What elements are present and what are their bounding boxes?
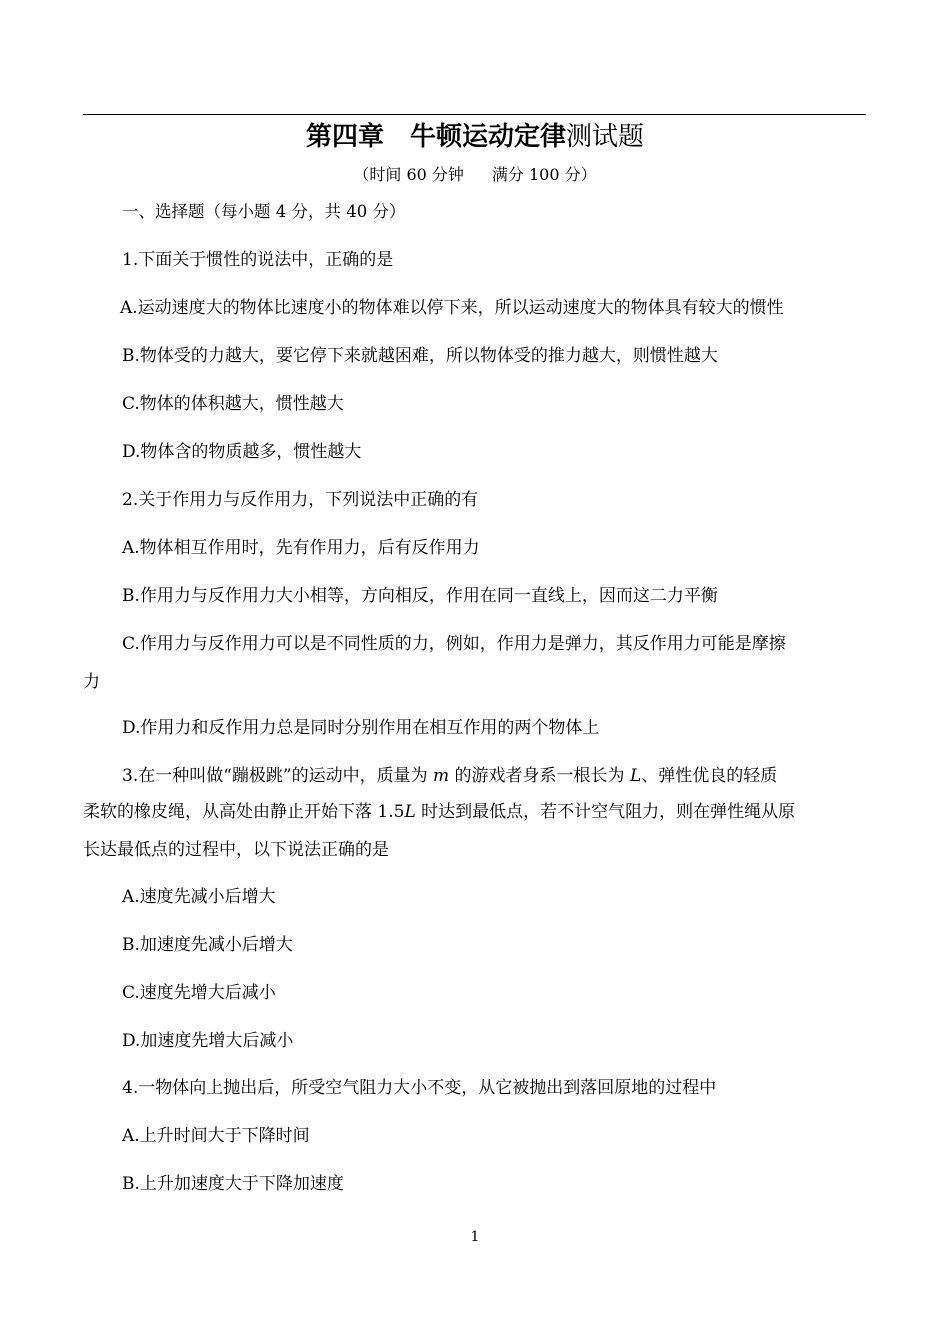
question-3-stem-line1: 3.在一种叫做“蹦极跳”的运动中，质量为 m 的游戏者身系一根长为 L、弹性优良的轻质 xyxy=(122,766,778,786)
question-2-option-a: A.物体相互作用时，先有作用力，后有反作用力 xyxy=(122,538,480,558)
question-2-option-c: C.作用力与反作用力可以是不同性质的力，例如，作用力是弹力，其反作用力可能是摩擦 xyxy=(122,634,786,654)
symbol-L: L xyxy=(404,802,416,822)
exam-time: （时间 60 分钟 xyxy=(353,165,464,184)
question-4-option-b: B.上升加速度大于下降加速度 xyxy=(122,1174,344,1194)
question-2-stem: 2.关于作用力与反作用力，下列说法中正确的有 xyxy=(122,490,479,510)
question-3-option-b: B.加速度先减小后增大 xyxy=(122,935,293,955)
question-1-option-c: C.物体的体积越大，惯性越大 xyxy=(122,394,344,414)
question-3-option-d: D.加速度先增大后减小 xyxy=(122,1031,294,1051)
question-2-option-c-cont: 力 xyxy=(83,672,100,692)
question-1-stem: 1.下面关于惯性的说法中，正确的是 xyxy=(122,250,394,270)
title-sub: 测试题 xyxy=(566,122,645,152)
exam-score: 满分 100 分） xyxy=(491,165,597,184)
page-number: 1 xyxy=(470,1229,480,1245)
symbol-m: m xyxy=(433,766,450,786)
question-2-option-b: B.作用力与反作用力大小相等，方向相反，作用在同一直线上，因而这二力平衡 xyxy=(122,586,718,606)
question-3-option-a: A.速度先减小后增大 xyxy=(122,887,276,907)
question-4-stem: 4.一物体向上抛出后，所受空气阻力大小不变，从它被抛出到落回原地的过程中 xyxy=(122,1078,717,1098)
title-main: 第四章 牛顿运动定律 xyxy=(305,122,566,152)
question-3-option-c: C.速度先增大后减小 xyxy=(122,983,276,1003)
section-heading: 一、选择题（每小题 4 分，共 40 分） xyxy=(122,202,406,221)
question-3-stem-line2: 柔软的橡皮绳，从高处由静止开始下落 1.5L 时达到最低点，若不计空气阻力，则在弹性绳从原 xyxy=(83,802,796,822)
header-rule xyxy=(83,114,866,115)
question-4-option-a: A.上升时间大于下降时间 xyxy=(122,1126,310,1146)
symbol-L: L xyxy=(629,766,642,786)
exam-meta xyxy=(0,163,950,187)
question-1-option-a: A.运动速度大的物体比速度小的物体难以停下来，所以运动速度大的物体具有较大的惯性 xyxy=(120,298,784,318)
question-1-option-b: B.物体受的力越大，要它停下来就越困难，所以物体受的推力越大，则惯性越大 xyxy=(122,346,718,366)
question-1-option-d: D.物体含的物质越多，惯性越大 xyxy=(122,442,362,462)
page-title xyxy=(0,118,950,156)
question-3-stem-line3: 长达最低点的过程中，以下说法正确的是 xyxy=(83,840,389,860)
question-2-option-d: D.作用力和反作用力总是同时分别作用在相互作用的两个物体上 xyxy=(122,718,600,738)
